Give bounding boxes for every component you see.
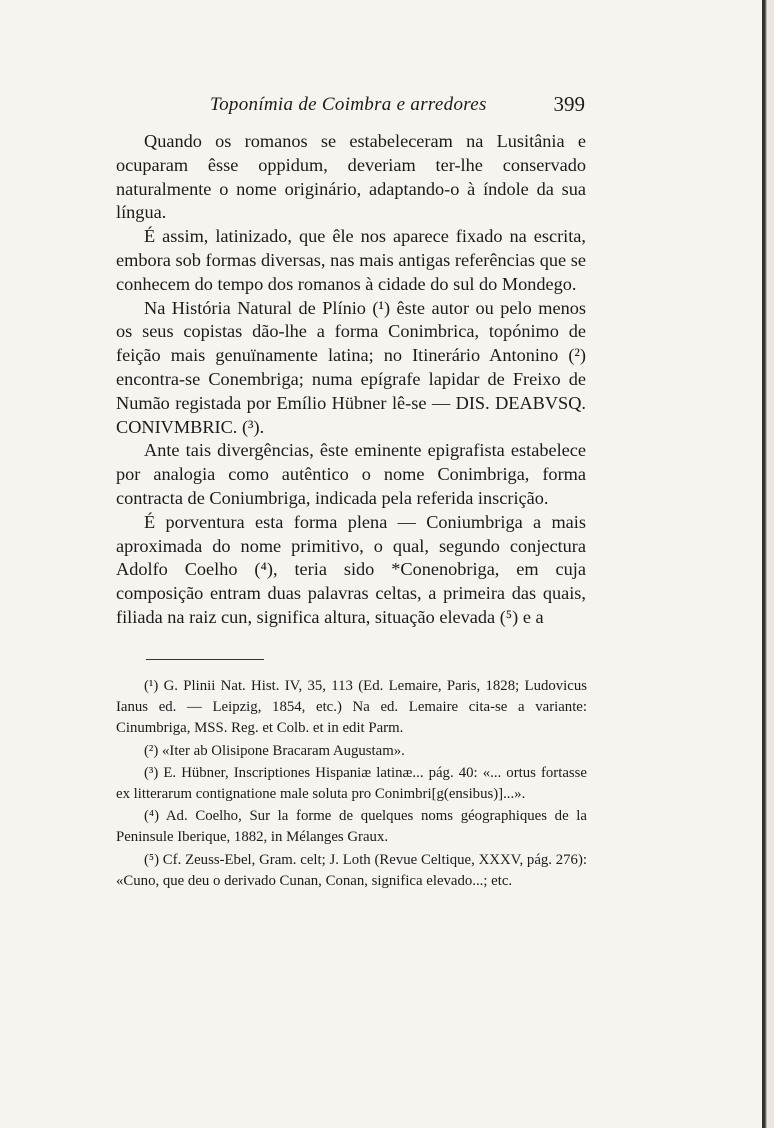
footnote-separator [146,659,264,660]
paragraph: Quando os romanos se estabeleceram na Lusitânia e ocuparam êsse oppidum, deveriam ter-lhe conservado naturalmente o nome originário, adaptando-o à índole da sua língua. [116,131,586,223]
footnotes [116,676,587,893]
footnote: (²) «Iter ab Olisipone Bracaram Augustam». [144,742,405,759]
running-header [140,92,600,122]
running-title: Toponímia de Coimbra e arredores [210,94,487,115]
page-number: 399 [553,92,585,116]
body-text [116,130,586,630]
footnote: (⁴) Ad. Coelho, Sur la forme de quelques noms géographiques de la Peninsule Iberique, 1882, in Mélanges Graux. [116,808,587,846]
paragraph: Ante tais divergências, êste eminente epigrafista estabelece por analogia como autêntico o nome Conimbriga, forma contracta de Coniumbriga, indicada pela referida inscrição. [116,440,586,508]
page-edge [762,0,774,1128]
paragraph: É porventura esta forma plena — Coniumbriga a mais aproximada do nome primitivo, o qual, segundo conjectura Adolfo Coelho (⁴), teria sido *Conenobriga, em cuja composição entram duas palavras celtas, a primeira das quais, filiada na raiz cun, significa altura, situação elevada (⁵) e a [116,511,586,627]
footnote: (¹) G. Plinii Nat. Hist. IV, 35, 113 (Ed. Lemaire, Paris, 1828; Ludovicus Ianus ed. — Leipzig, 1854, etc.) Na ed. Lemaire cita-se a variante: Cinumbriga, MSS. Reg. et Colb. et in edit Parm. [116,678,587,737]
paragraph: Na História Natural de Plínio (¹) êste autor ou pelo menos os seus copistas dão-lhe a forma Conimbrica, topónimo de feição mais genuïnamente latina; no Itinerário Antonino (²) encontra-se Conembriga; numa epígrafe lapidar de Freixo de Numão registada por Emílio Hübner lê-se — DIS. DEABVSQ. CONIVMBRIC. (³). [116,297,586,437]
paragraph: É assim, latinizado, que êle nos aparece fixado na escrita, embora sob formas diversas, nas mais antigas referências que se conhecem do tempo dos romanos à cidade do sul do Mondego. [116,226,586,294]
footnote: (⁵) Cf. Zeuss-Ebel, Gram. celt; J. Loth (Revue Celtique, XXXV, pág. 276): «Cuno, que deu o derivado Cunan, Conan, significa elevado...; etc. [116,851,587,889]
footnote: (³) E. Hübner, Inscriptiones Hispaniæ latinæ... pág. 40: «... ortus fortasse ex litterarum contignatione male soluta pro Conimbri[g(ensibus)]...». [116,764,587,803]
